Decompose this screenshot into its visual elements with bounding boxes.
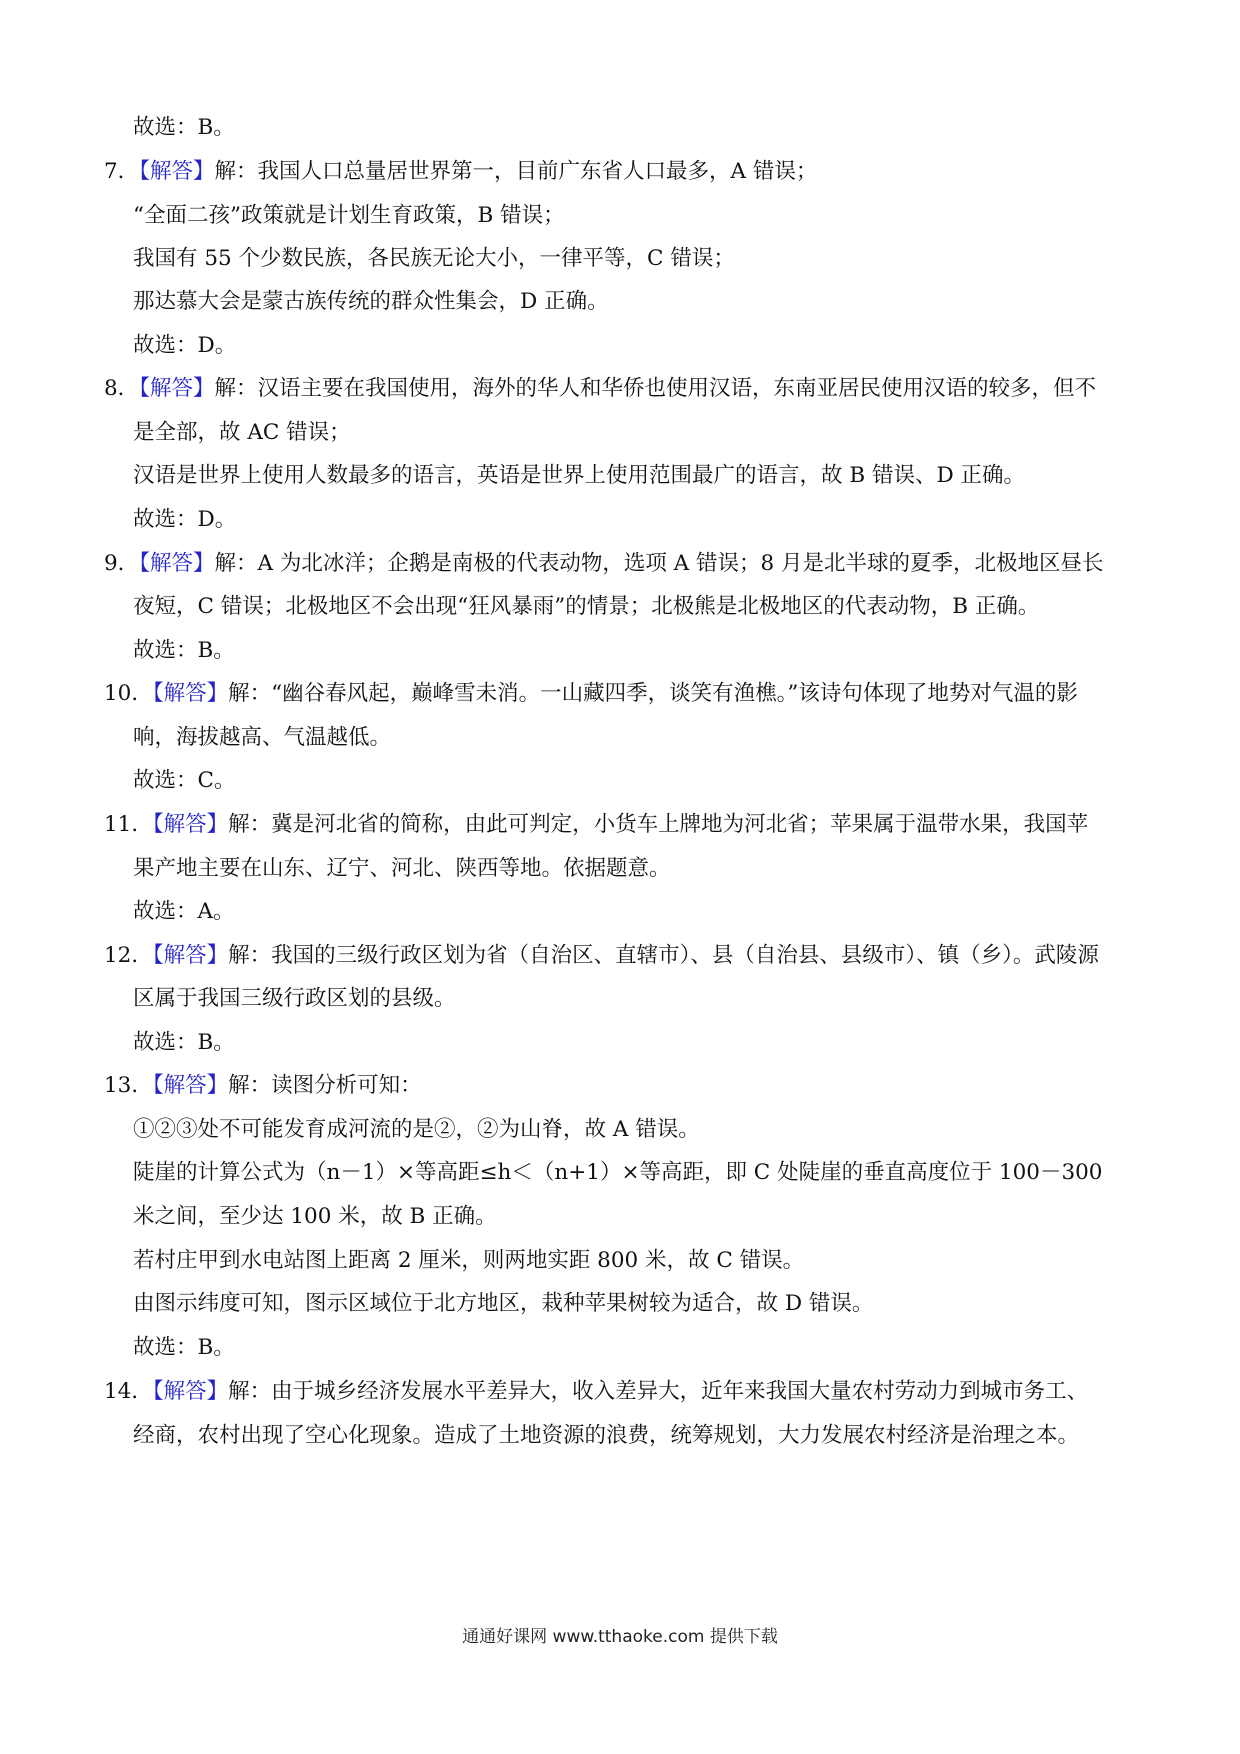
- answer-line: [133, 244, 735, 274]
- question-number: 12．: [104, 943, 153, 968]
- answer-tag: 【解答】: [152, 1379, 229, 1404]
- answer-line: [104, 374, 1096, 404]
- answer-tag: 【解答】: [139, 159, 215, 184]
- answer-text: 解：读图分析可知：: [228, 1073, 422, 1098]
- answer-text: 米之间，至少达 100 米，故 B 正确。: [133, 1204, 497, 1229]
- answer-line: [133, 113, 235, 143]
- answer-text: “全面二孩”政策就是计划生育政策，B 错误；: [133, 203, 565, 228]
- answer-line: [133, 1246, 804, 1276]
- answer-text: 解：冀是河北省的简称，由此可判定，小货车上牌地为河北省；苹果属于温带水果，我国苹: [228, 812, 1089, 837]
- answer-text: 解：我国的三级行政区划为省（自治区、直辖市）、县（自治县、县级市）、镇（乡）。武陵源: [228, 943, 1099, 968]
- answer-text: ①②③处不可能发育成河流的是②，②为山脊，故 A 错误。: [133, 1117, 700, 1142]
- answer-choice: 故选：A。: [133, 899, 235, 924]
- answer-line: [133, 418, 351, 448]
- answer-tag: 【解答】: [152, 943, 229, 968]
- question-number: 10．: [104, 681, 153, 706]
- answer-line: [133, 1333, 235, 1363]
- answer-line: [133, 636, 235, 666]
- footer-credit: 通通好课网 www.tthaoke.com 提供下载: [462, 1627, 778, 1647]
- answer-tag: 【解答】: [139, 551, 215, 576]
- answer-line: [133, 592, 1039, 622]
- answer-line: [104, 810, 1088, 840]
- answer-text: 由图示纬度可知，图示区域位于北方地区，栽种苹果树较为适合，故 D 错误。: [133, 1291, 874, 1316]
- answer-line: [133, 854, 671, 884]
- answer-line: [104, 157, 817, 187]
- answer-choice: 故选：B。: [133, 1030, 235, 1055]
- answer-line: [104, 679, 1078, 709]
- answer-choice: 故选：B。: [133, 115, 235, 140]
- answer-line: [104, 941, 1099, 971]
- answer-text: 区属于我国三级行政区划的县级。: [133, 986, 456, 1011]
- answer-text: 解：“幽谷春风起，巅峰雪未消。一山藏四季，谈笑有渔樵。”该诗句体现了地势对气温的影: [228, 681, 1078, 706]
- answer-text: 经商，农村出现了空心化现象。造成了土地资源的浪费，统筹规划，大力发展农村经济是治理之本。: [133, 1423, 1080, 1448]
- answer-text: 解：A 为北冰洋；企鹅是南极的代表动物，选项 A 错误；8 月是北半球的夏季，北极地区昼长: [214, 551, 1104, 576]
- answer-text: 解：我国人口总量居世界第一，目前广东省人口最多，A 错误；: [214, 159, 818, 184]
- answer-line: [104, 1377, 1088, 1407]
- answer-line: [133, 723, 391, 753]
- answer-line: [133, 766, 235, 796]
- answer-line: [104, 549, 1104, 579]
- question-number: 13．: [104, 1073, 153, 1098]
- answer-choice: 故选：C。: [133, 768, 236, 793]
- answer-text: 汉语是世界上使用人数最多的语言，英语是世界上使用范围最广的语言，故 B 错误、D 正确。: [133, 463, 1026, 488]
- answer-line: [133, 201, 565, 231]
- answer-text: 夜短，C 错误；北极地区不会出现“狂风暴雨”的情景；北极熊是北极地区的代表动物，B 正确。: [133, 594, 1040, 619]
- question-number: 9．: [104, 551, 140, 576]
- answer-line: [133, 331, 236, 361]
- answer-choice: 故选：D。: [133, 333, 237, 358]
- answer-text: 响，海拔越高、气温越低。: [133, 725, 392, 750]
- answer-text: 果产地主要在山东、辽宁、河北、陕西等地。依据题意。: [133, 856, 671, 881]
- answer-text: 那达慕大会是蒙古族传统的群众性集会，D 正确。: [133, 289, 609, 314]
- answer-line: [133, 1289, 873, 1319]
- answer-tag: 【解答】: [152, 1073, 229, 1098]
- answer-line: [133, 287, 609, 317]
- answer-tag: 【解答】: [139, 376, 215, 401]
- answer-line: [133, 461, 1025, 491]
- answer-line: [104, 1071, 422, 1101]
- question-number: 11．: [104, 812, 153, 837]
- answer-text: 我国有 55 个少数民族，各民族无论大小，一律平等，C 错误；: [133, 246, 735, 271]
- answer-choice: 故选：B。: [133, 638, 235, 663]
- answer-tag: 【解答】: [152, 681, 229, 706]
- answer-line: [133, 1115, 700, 1145]
- answer-line: [133, 984, 456, 1014]
- answer-line: [133, 1158, 1103, 1188]
- answer-tag: 【解答】: [152, 812, 229, 837]
- answer-line: [133, 1421, 1079, 1451]
- answer-line: [133, 1028, 235, 1058]
- answer-text: 若村庄甲到水电站图上距离 2 厘米，则两地实距 800 米，故 C 错误。: [133, 1248, 805, 1273]
- answer-line: [133, 1202, 497, 1232]
- answer-text: 是全部，故 AC 错误；: [133, 420, 351, 445]
- answer-text: 解：汉语主要在我国使用，海外的华人和华侨也使用汉语，东南亚居民使用汉语的较多，但不: [214, 376, 1096, 401]
- question-number: 8．: [104, 376, 140, 401]
- answer-text: 陡崖的计算公式为（n－1）×等高距≤h＜（n+1）×等高距，即 C 处陡崖的垂直高度位于 100－300: [133, 1160, 1103, 1185]
- answer-line: [133, 897, 235, 927]
- answer-choice: 故选：B。: [133, 1335, 235, 1360]
- question-number: 14．: [104, 1379, 153, 1404]
- answer-text: 解：由于城乡经济发展水平差异大，收入差异大，近年来我国大量农村劳动力到城市务工、: [228, 1379, 1089, 1404]
- answer-choice: 故选：D。: [133, 507, 237, 532]
- answer-line: [133, 505, 236, 535]
- question-number: 7．: [104, 159, 140, 184]
